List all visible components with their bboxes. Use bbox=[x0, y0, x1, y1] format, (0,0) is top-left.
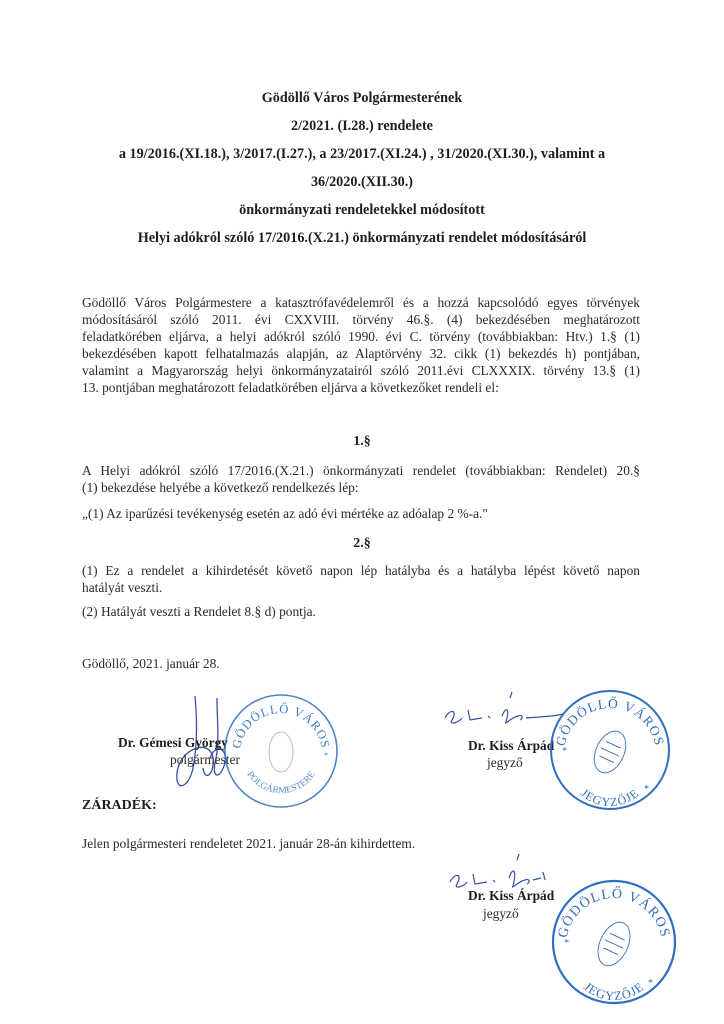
section-1-paragraph bbox=[82, 462, 640, 496]
preamble-paragraph bbox=[82, 294, 640, 396]
svg-text:POLGÁRMESTERE: POLGÁRMESTERE bbox=[244, 769, 318, 797]
mayor-name: Dr. Gémesi György bbox=[118, 735, 228, 750]
section-2-line: (1) Ez a rendelet a kihirdetését követő napon lép hatályba és a hatályba lépést követő napon bbox=[82, 563, 640, 578]
clause-text: Jelen polgármesteri rendeletet 2021. január 28-án kihirdettem. bbox=[82, 836, 416, 851]
svg-text:*: * bbox=[564, 938, 569, 949]
preamble-line: módosításáról szóló 2011. évi CXXVIII. törvény 46.§. (4) bekezdésében meghatározott bbox=[82, 312, 640, 327]
title-issuer: Gödöllő Város Polgármesterének bbox=[261, 90, 463, 106]
section-1-line: A Helyi adókról szóló 17/2016.(X.21.) önkormányzati rendelet (továbbiakban: Rendelet) 20.§ bbox=[82, 463, 640, 478]
notary-seal-stamp-2-icon bbox=[550, 878, 678, 1006]
preamble-line: Gödöllő Város Polgármestere a katasztrófavédelemről és a hozzá kapcsolódó egyes törvények bbox=[82, 295, 640, 310]
mayor-seal-stamp-icon bbox=[222, 692, 340, 810]
svg-text:JEGYZŐJE: JEGYZŐJE bbox=[581, 979, 647, 1004]
title-amendments: a 19/2016.(XI.18.), 3/2017.(I.27.), a 23/2017.(XI.24.) , 31/2020.(XI.30.), valamint a bbox=[118, 146, 606, 162]
preamble-line: bekezdésében kapott felhatalmazás alapján, az Alaptörvény 32. cikk (1) bekezdés h) pontjában, bbox=[82, 346, 640, 361]
title-subject: Helyi adókról szóló 17/2016.(X.21.) önkormányzati rendelet módosításáról bbox=[137, 230, 587, 246]
notary-seal-stamp-icon bbox=[548, 688, 672, 812]
section-1-mark: 1.§ bbox=[353, 434, 371, 449]
title-amended-by: önkormányzati rendeletekkel módosított bbox=[239, 202, 485, 218]
place-date: Gödöllő, 2021. január 28. bbox=[82, 656, 220, 671]
notary-signature-2-icon bbox=[445, 852, 555, 892]
mayor-role: polgármester bbox=[170, 752, 240, 767]
notary-role: jegyző bbox=[487, 755, 523, 770]
section-2-mark: 2.§ bbox=[353, 536, 371, 551]
notary-2-name: Dr. Kiss Árpád bbox=[468, 888, 555, 903]
svg-text:JEGYZŐJE: JEGYZŐJE bbox=[578, 785, 642, 810]
svg-text:*: * bbox=[648, 978, 653, 989]
section-1-line: (1) bekezdése helyébe a következő rendelkezés lép: bbox=[82, 480, 359, 495]
notary-2-role: jegyző bbox=[483, 906, 519, 921]
svg-text:GÖDÖLLŐ VÁROS: GÖDÖLLŐ VÁROS bbox=[229, 701, 333, 750]
svg-text:*: * bbox=[324, 751, 328, 760]
svg-text:GÖDÖLLŐ VÁROS: GÖDÖLLŐ VÁROS bbox=[552, 695, 668, 748]
svg-text:*: * bbox=[644, 784, 649, 795]
title-amendments-cont: 36/2020.(XII.30.) bbox=[310, 174, 414, 190]
notary-name: Dr. Kiss Árpád bbox=[468, 738, 555, 753]
section-2-paragraph-1 bbox=[82, 562, 640, 596]
title-regulation-number: 2/2021. (I.28.) rendelete bbox=[291, 118, 433, 134]
preamble-line: 13. pontjában meghatározott feladatkörében eljárva a következőket rendeli el: bbox=[82, 380, 499, 395]
svg-text:GÖDÖLLŐ VÁROS: GÖDÖLLŐ VÁROS bbox=[555, 886, 673, 940]
preamble-line: feladatkörében eljárva, a helyi adókról szóló 1990. évi C. törvény (továbbiakban: Htv.) 1.§ (1) bbox=[82, 329, 640, 344]
section-2-line: hatályát veszti. bbox=[82, 580, 163, 595]
preamble-line: valamint a Magyarország helyi önkormányzatairól szóló 2011.évi CLXXXIX. törvény 13.§ (1) bbox=[82, 363, 640, 378]
svg-text:*: * bbox=[562, 746, 567, 757]
clause-heading: ZÁRADÉK: bbox=[82, 798, 157, 813]
section-1-quote: „(1) Az iparűzési tevékenység esetén az adó évi mértéke az adóalap 2 %-a." bbox=[82, 506, 488, 521]
section-2-paragraph-2: (2) Hatályát veszti a Rendelet 8.§ d) pontja. bbox=[82, 604, 316, 619]
